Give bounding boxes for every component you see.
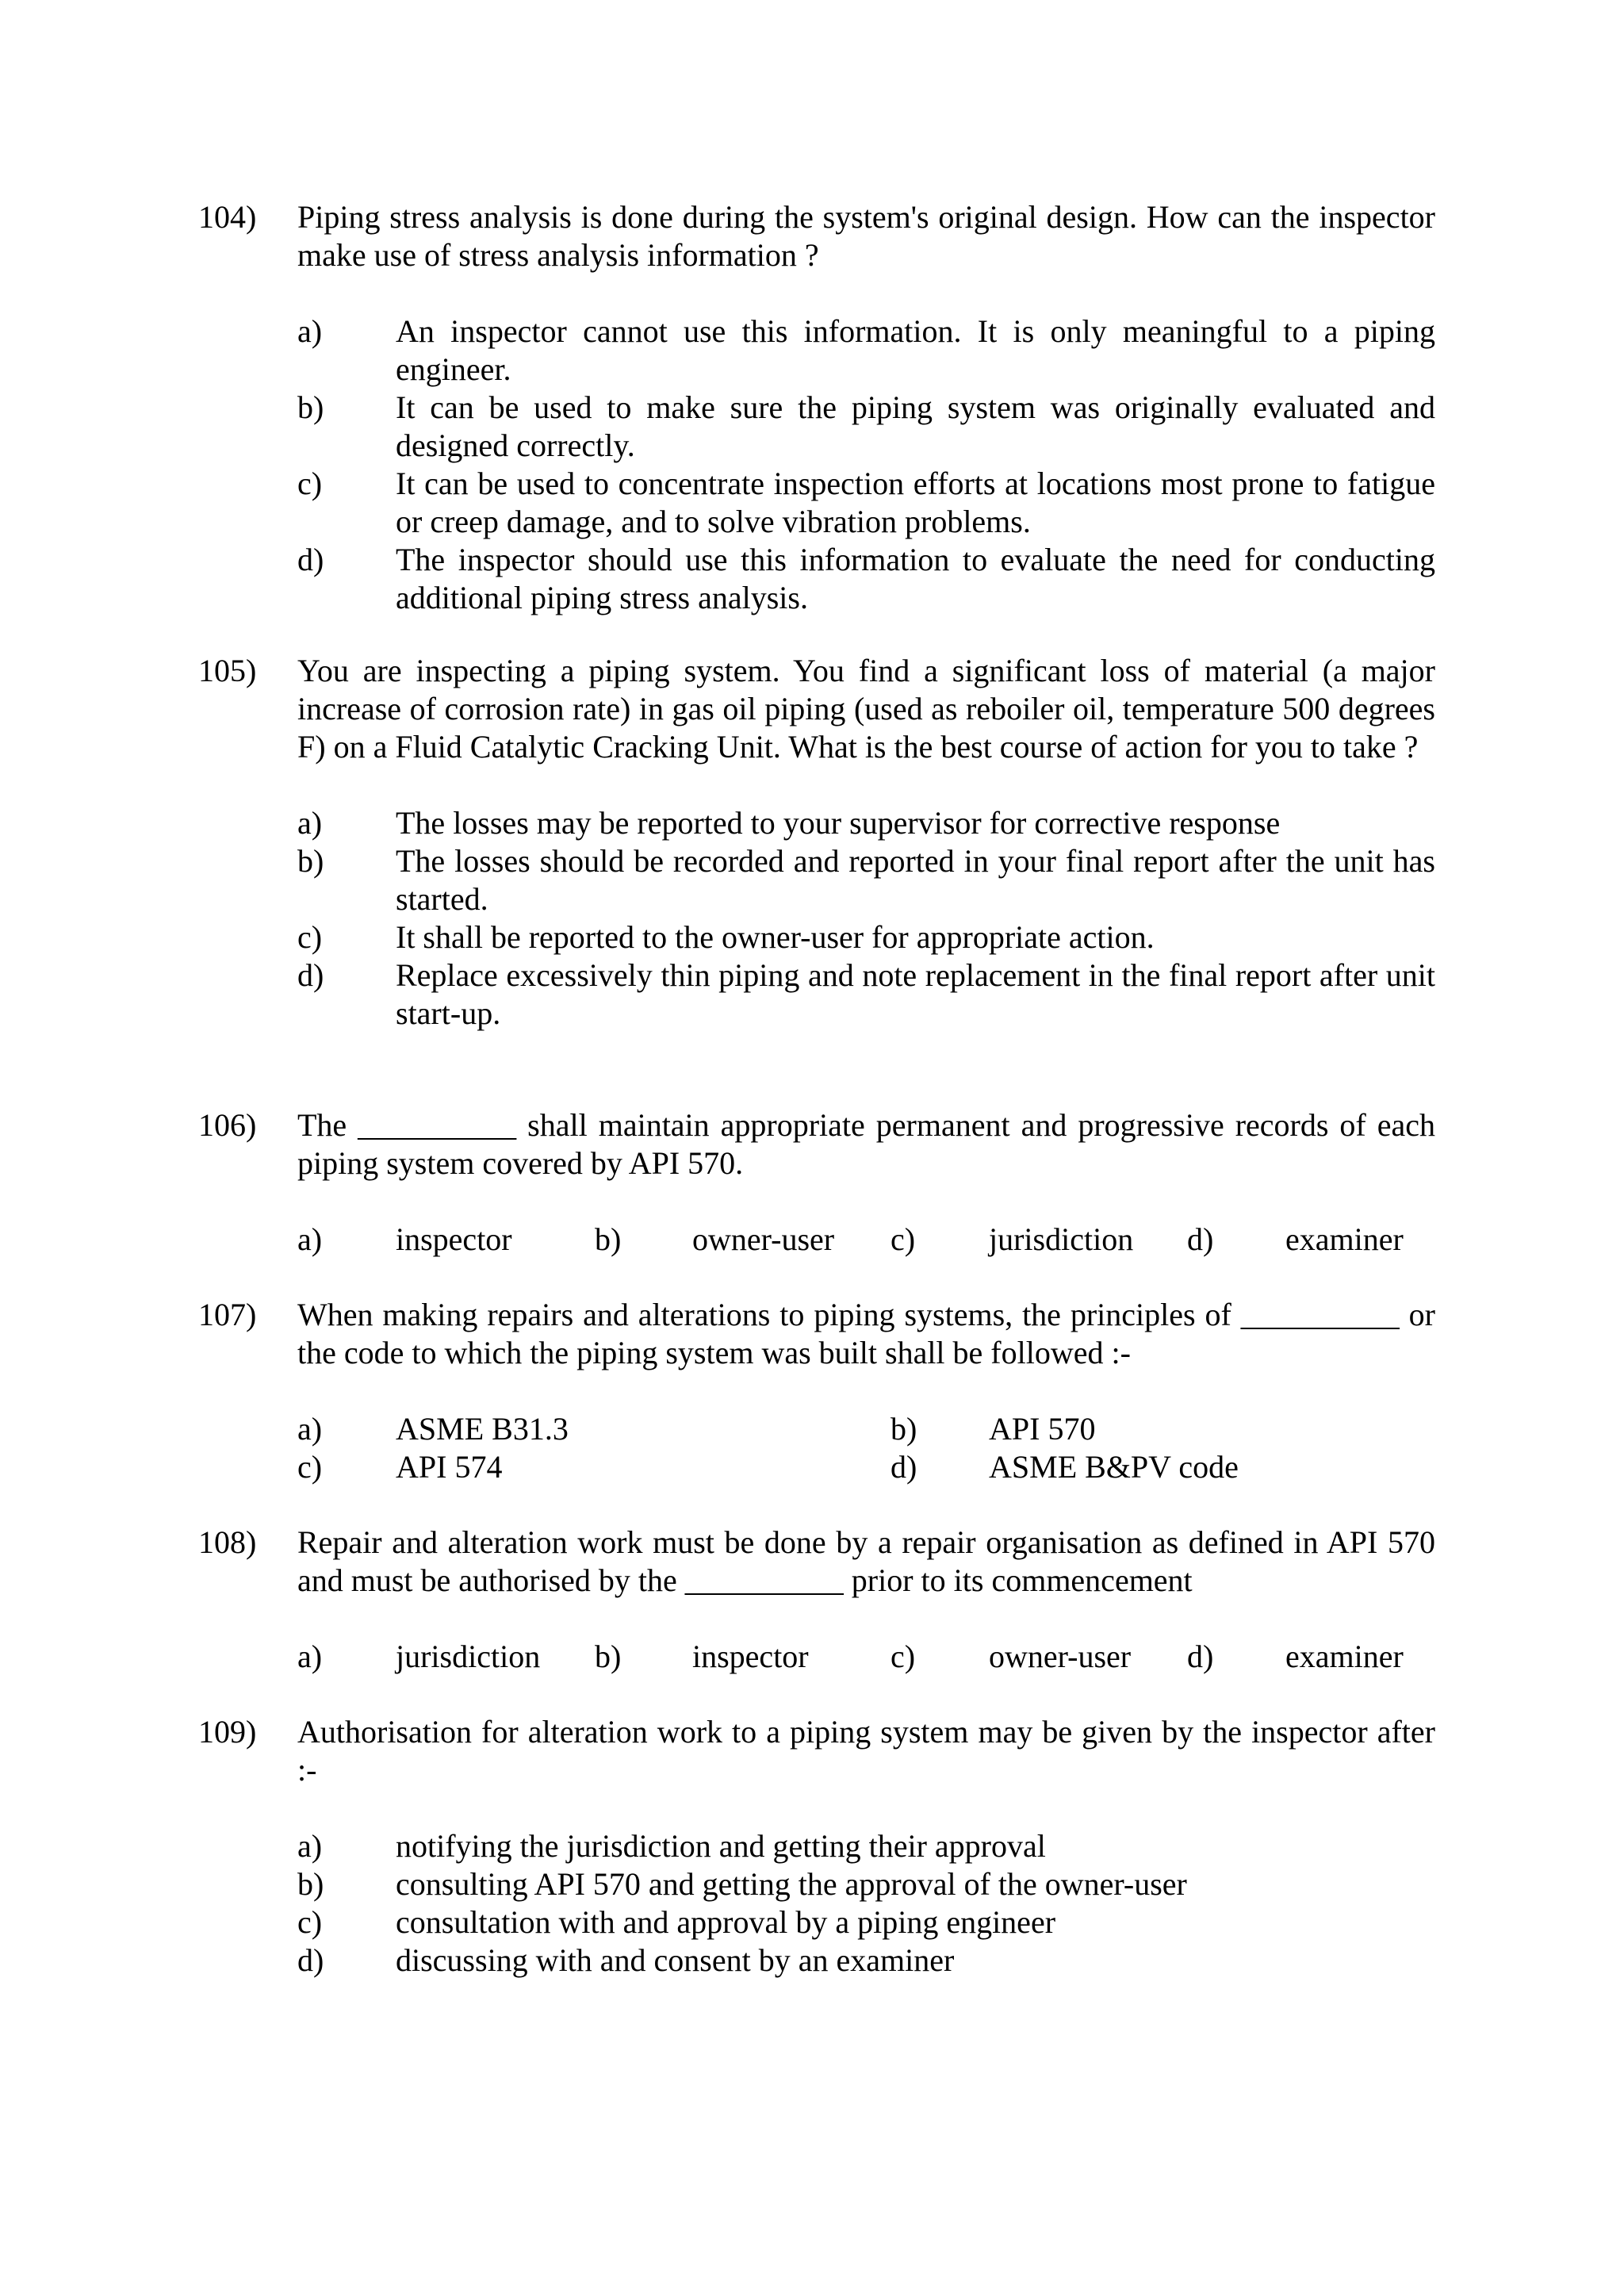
option-text: The losses may be reported to your supervisor for corrective response [396,805,1281,841]
question-107 [198,1296,1435,1486]
option-text: inspector [692,1639,809,1674]
option-letter: c) [891,1639,916,1674]
option-letter: d) [297,1942,324,1978]
option-text: API 574 [396,1449,503,1485]
option-letter: d) [297,957,324,993]
option-letter: a) [297,805,323,841]
option-letter: c) [891,1221,916,1257]
option-letter: c) [297,1449,323,1485]
option-letter: b) [297,389,324,425]
question-text: Piping stress analysis is done during the system's original design. How can the inspector make use of stress analysis information ? [297,199,1435,273]
option-letter: b) [297,1866,324,1902]
option-text: The inspector should use this information to evaluate the need for conducting additional piping stress analysis. [396,542,1435,615]
option-text: owner-user [989,1639,1132,1674]
option-text: API 570 [989,1411,1096,1447]
question-number: 105) [198,653,257,688]
question-104 [198,198,1435,617]
option-letter: d) [1187,1639,1214,1674]
question-text: You are inspecting a piping system. You find a significant loss of material (a major increase of corrosion rate) in gas oil piping (used as reboiler oil, temperature 500 degrees F) on a Fluid Catalytic Cracking Unit. What is the best course of action for you to take ? [297,653,1435,765]
option-c [297,465,1435,541]
option-text: owner-user [692,1221,835,1257]
option-text: jurisdiction [396,1639,541,1674]
option-letter: a) [297,313,323,349]
option-text: Replace excessively thin piping and note replacement in the final report after unit start-up. [396,957,1435,1031]
option-d [297,541,1435,617]
option-letter: a) [297,1221,323,1257]
options-list [297,1221,1435,1259]
options-list [297,1827,1435,1980]
option-letter: c) [297,466,323,501]
option-a [297,804,1435,842]
question-text: Authorisation for alteration work to a piping system may be given by the inspector after :- [297,1714,1435,1788]
option-d [297,1941,1435,1980]
option-letter: d) [891,1449,917,1485]
option-letter: a) [297,1411,323,1447]
question-number: 108) [198,1524,257,1560]
option-letter: b) [595,1221,622,1257]
option-letter: b) [297,843,324,879]
options-row [297,1410,1435,1448]
option-text: ASME B&PV code [989,1449,1239,1485]
question-108 [198,1524,1435,1676]
question-109 [198,1713,1435,1980]
option-text: ASME B31.3 [396,1411,569,1447]
question-number: 109) [198,1714,257,1750]
option-c [297,1903,1435,1941]
option-letter: c) [297,919,323,955]
option-letter: d) [1187,1221,1214,1257]
option-letter: b) [891,1411,917,1447]
option-text: jurisdiction [989,1221,1134,1257]
option-text: consultation with and approval by a piping engineer [396,1904,1056,1940]
option-letter: c) [297,1904,323,1940]
options-row [297,1221,1435,1259]
option-text: discussing with and consent by an examiner [396,1942,955,1978]
question-number: 106) [198,1107,257,1143]
option-letter: a) [297,1639,323,1674]
option-text: It can be used to make sure the piping system was originally evaluated and designed correctly. [396,389,1435,463]
option-text: The losses should be recorded and reported in your final report after the unit has started. [396,843,1435,917]
option-letter: a) [297,1828,323,1864]
question-number: 107) [198,1297,257,1332]
question-number: 104) [198,199,257,235]
option-text: inspector [396,1221,512,1257]
question-text: The __________ shall maintain appropriate permanent and progressive records of each piping system covered by API 570. [297,1107,1435,1181]
option-text: It shall be reported to the owner-user for appropriate action. [396,919,1155,955]
option-text: examiner [1285,1639,1404,1674]
option-text: notifying the jurisdiction and getting their approval [396,1828,1046,1864]
option-text: consulting API 570 and getting the approval of the owner-user [396,1866,1187,1902]
options-row [297,1448,1435,1486]
option-b [297,842,1435,918]
option-letter: d) [297,542,324,577]
option-text: examiner [1285,1221,1404,1257]
option-letter: b) [595,1639,622,1674]
option-d [297,956,1435,1033]
options-row [297,1638,1435,1676]
question-text: Repair and alteration work must be done by a repair organisation as defined in API 570 and must be authorised by the __________ prior to its commencement [297,1524,1435,1598]
option-b [297,1865,1435,1903]
options-list [297,804,1435,1033]
question-text: When making repairs and alterations to piping systems, the principles of __________ or the code to which the piping system was built shall be followed :- [297,1297,1435,1370]
options-list [297,312,1435,617]
question-105 [198,652,1435,1033]
options-list [297,1410,1435,1486]
option-b [297,389,1435,465]
option-text: An inspector cannot use this information. It is only meaningful to a piping engineer. [396,313,1435,387]
option-c [297,918,1435,956]
option-text: It can be used to concentrate inspection efforts at locations most prone to fatigue or creep damage, and to solve vibration problems. [396,466,1435,539]
question-106 [198,1106,1435,1259]
option-a [297,312,1435,389]
option-a [297,1827,1435,1865]
options-list [297,1638,1435,1676]
